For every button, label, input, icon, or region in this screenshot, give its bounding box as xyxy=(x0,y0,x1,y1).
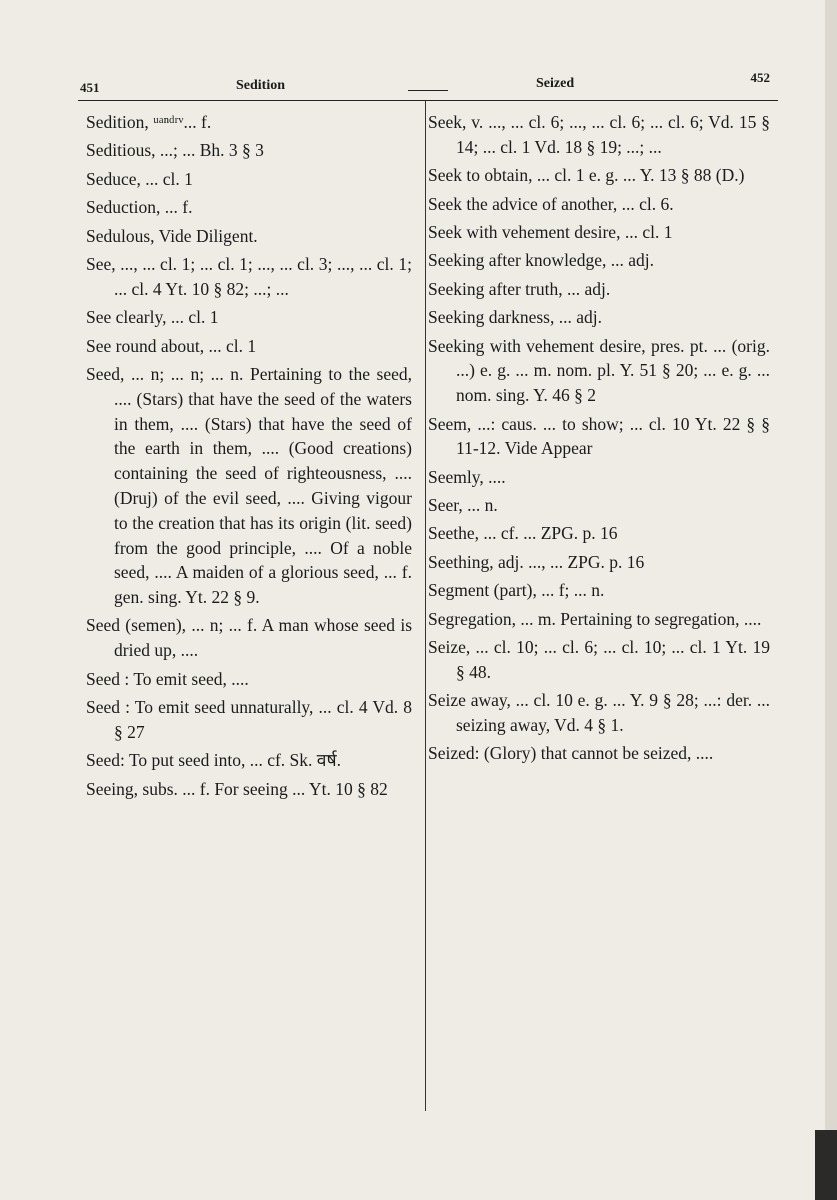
dictionary-entry: Segregation, ... m. Pertaining to segregation, .... xyxy=(428,608,762,629)
dictionary-entry: Sedition, ᵘᵃⁿᵈʳᵛ... f. xyxy=(86,112,212,132)
dictionary-entry: Seduce, ... cl. 1 xyxy=(86,168,193,189)
right-column xyxy=(428,110,770,770)
dictionary-entry: Seize away, ... cl. 10 e. g. ... Y. 9 § 28; ...: der. ... seizing away, Vd. 4 § 1. xyxy=(428,690,770,736)
dictionary-entry: Seeing, subs. ... f. For seeing ... Yt. 10 § 82 xyxy=(86,778,388,799)
dictionary-entry: Seized: (Glory) that cannot be seized, .... xyxy=(428,743,714,764)
dictionary-entry: Seeking after knowledge, ... adj. xyxy=(428,250,654,271)
dictionary-entry: Seek the advice of another, ... cl. 6. xyxy=(428,193,674,214)
dictionary-entry: Seed: To put seed into, ... cf. Sk. वर्ष. xyxy=(86,750,342,771)
dictionary-entry: Seed, ... n; ... n; ... n. Pertaining to the seed, .... (Stars) that have the seed of the waters in them, .... (Stars) that have the seed of the earth in them, .... (Good creations) containing the seed of righteousness, .... (Druj) of the evil seed, .... Giving vigour to the creation that has its origin (lit. seed) from the good principle, .... Of a noble seed, .... A maiden of a glorious seed, ... f. gen. sing. Yt. 22 § 9. xyxy=(86,363,412,608)
dictionary-entry: Seem, ...: caus. ... to show; ... cl. 10 Yt. 22 § § 11-12. Vide Appear xyxy=(428,413,770,459)
page-edge xyxy=(825,0,837,1200)
header-dash xyxy=(408,90,448,91)
scan-corner-shadow xyxy=(815,1130,837,1200)
dictionary-entry: Segment (part), ... f; ... n. xyxy=(428,580,605,601)
dictionary-entry: Seethe, ... cf. ... ZPG. p. 16 xyxy=(428,523,618,544)
dictionary-entry: Seditious, ...; ... Bh. 3 § 3 xyxy=(86,140,264,161)
dictionary-entry: Seeking darkness, ... adj. xyxy=(428,307,602,328)
dictionary-entry: See, ..., ... cl. 1; ... cl. 1; ..., ... cl. 3; ..., ... cl. 1; ... cl. 4 Yt. 10 § 82; ...; ... xyxy=(86,253,412,299)
dictionary-entry: Seeking after truth, ... adj. xyxy=(428,278,611,299)
left-column xyxy=(86,110,412,805)
dictionary-entry: Seething, adj. ..., ... ZPG. p. 16 xyxy=(428,551,645,572)
dictionary-entry: Seduction, ... f. xyxy=(86,197,193,218)
dictionary-entry: Seeking with vehement desire, pres. pt. ... (orig. ...) e. g. ... m. nom. pl. Y. 51 § 20; ... e. g. ... nom. sing. Y. 46 § 2 xyxy=(428,335,770,406)
dictionary-entry: Seer, ... n. xyxy=(428,495,498,516)
page-number-right: 452 xyxy=(750,70,770,85)
dictionary-entry: Seize, ... cl. 10; ... cl. 6; ... cl. 10; ... cl. 1 Yt. 19 § 48. xyxy=(428,637,770,682)
dictionary-entry: Seek, v. ..., ... cl. 6; ..., ... cl. 6; ... cl. 6; Vd. 15 § 14; ... cl. 1 Vd. 18 § 19; ...; ... xyxy=(428,112,770,157)
dictionary-entry: See round about, ... cl. 1 xyxy=(86,335,257,356)
dictionary-entry: Seed (semen), ... n; ... f. A man whose seed is dried up, .... xyxy=(86,615,412,661)
dictionary-entry: Seek with vehement desire, ... cl. 1 xyxy=(428,221,673,242)
page-number-left: 451 xyxy=(80,80,100,95)
page-header xyxy=(80,70,770,96)
header-rule xyxy=(78,100,778,101)
header-word-left: Sedition xyxy=(236,78,286,93)
column-divider xyxy=(425,101,426,1111)
dictionary-entry: Seed : To emit seed, .... xyxy=(86,668,249,689)
dictionary-entry: Seed : To emit seed unnaturally, ... cl. 4 Vd. 8 § 27 xyxy=(86,697,412,742)
dictionary-entry: Sedulous, Vide Diligent. xyxy=(86,225,258,246)
header-word-right: Seized xyxy=(536,76,575,91)
dictionary-entry: Seek to obtain, ... cl. 1 e. g. ... Y. 13 § 88 (D.) xyxy=(428,165,745,186)
dictionary-entry: Seemly, .... xyxy=(428,466,506,487)
dictionary-entry: See clearly, ... cl. 1 xyxy=(86,307,219,328)
